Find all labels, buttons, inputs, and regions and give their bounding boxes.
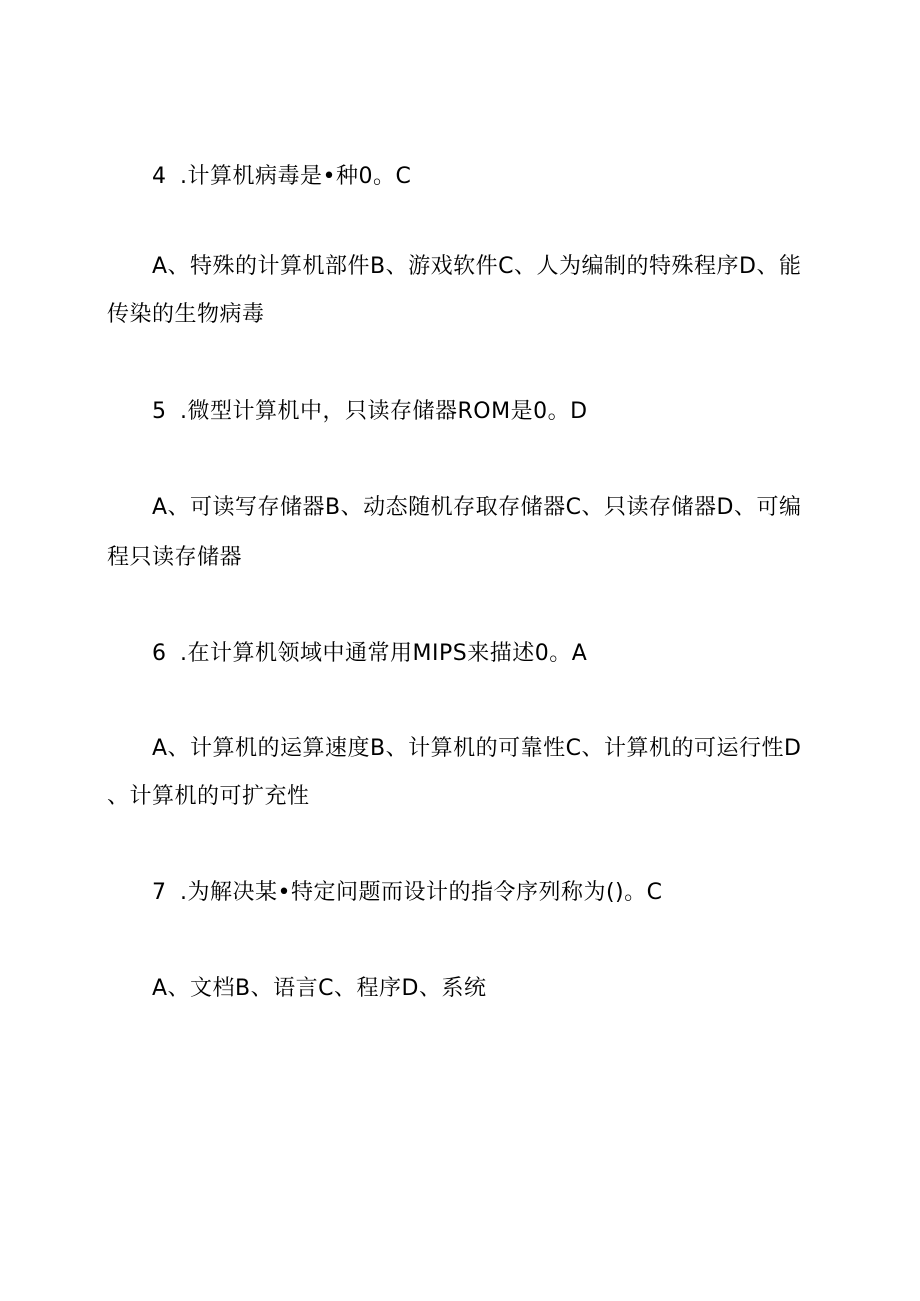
question-5-options-line-2: 程只读存储器 — [107, 545, 243, 570]
question-6-options-line-2: 、计算机的可扩充性 — [107, 784, 310, 809]
question-4-options-line-2: 传染的生物病毒 — [107, 302, 265, 327]
question-5 — [152, 400, 588, 424]
question-7-options-line-1: A、文档B、语言C、程序D、系统 — [152, 976, 487, 1001]
question-4-options-line-1: A、特殊的计算机部件B、游戏软件C、人为编制的特殊程序D、能 — [152, 254, 802, 279]
question-number: 5 — [152, 399, 167, 424]
question-5-options-line-1: A、可读写存储器B、动态随机存取存储器C、只读存储器D、可编 — [152, 495, 802, 520]
question-stem: .计算机病毒是•种0。C — [180, 164, 412, 189]
question-6 — [152, 642, 587, 666]
question-stem: .微型计算机中，只读存储器ROM是0。D — [180, 399, 588, 424]
question-6-options-line-1: A、计算机的运算速度B、计算机的可靠性C、计算机的可运行性D — [152, 736, 802, 761]
question-stem: .为解决某•特定问题而设计的指令序列称为()。C — [180, 880, 663, 905]
question-number: 4 — [152, 164, 167, 189]
question-7 — [152, 881, 663, 905]
question-stem: .在计算机领域中通常用MIPS来描述0。A — [180, 641, 588, 666]
question-number: 6 — [152, 641, 167, 666]
question-4 — [152, 165, 411, 189]
question-number: 7 — [152, 880, 167, 905]
